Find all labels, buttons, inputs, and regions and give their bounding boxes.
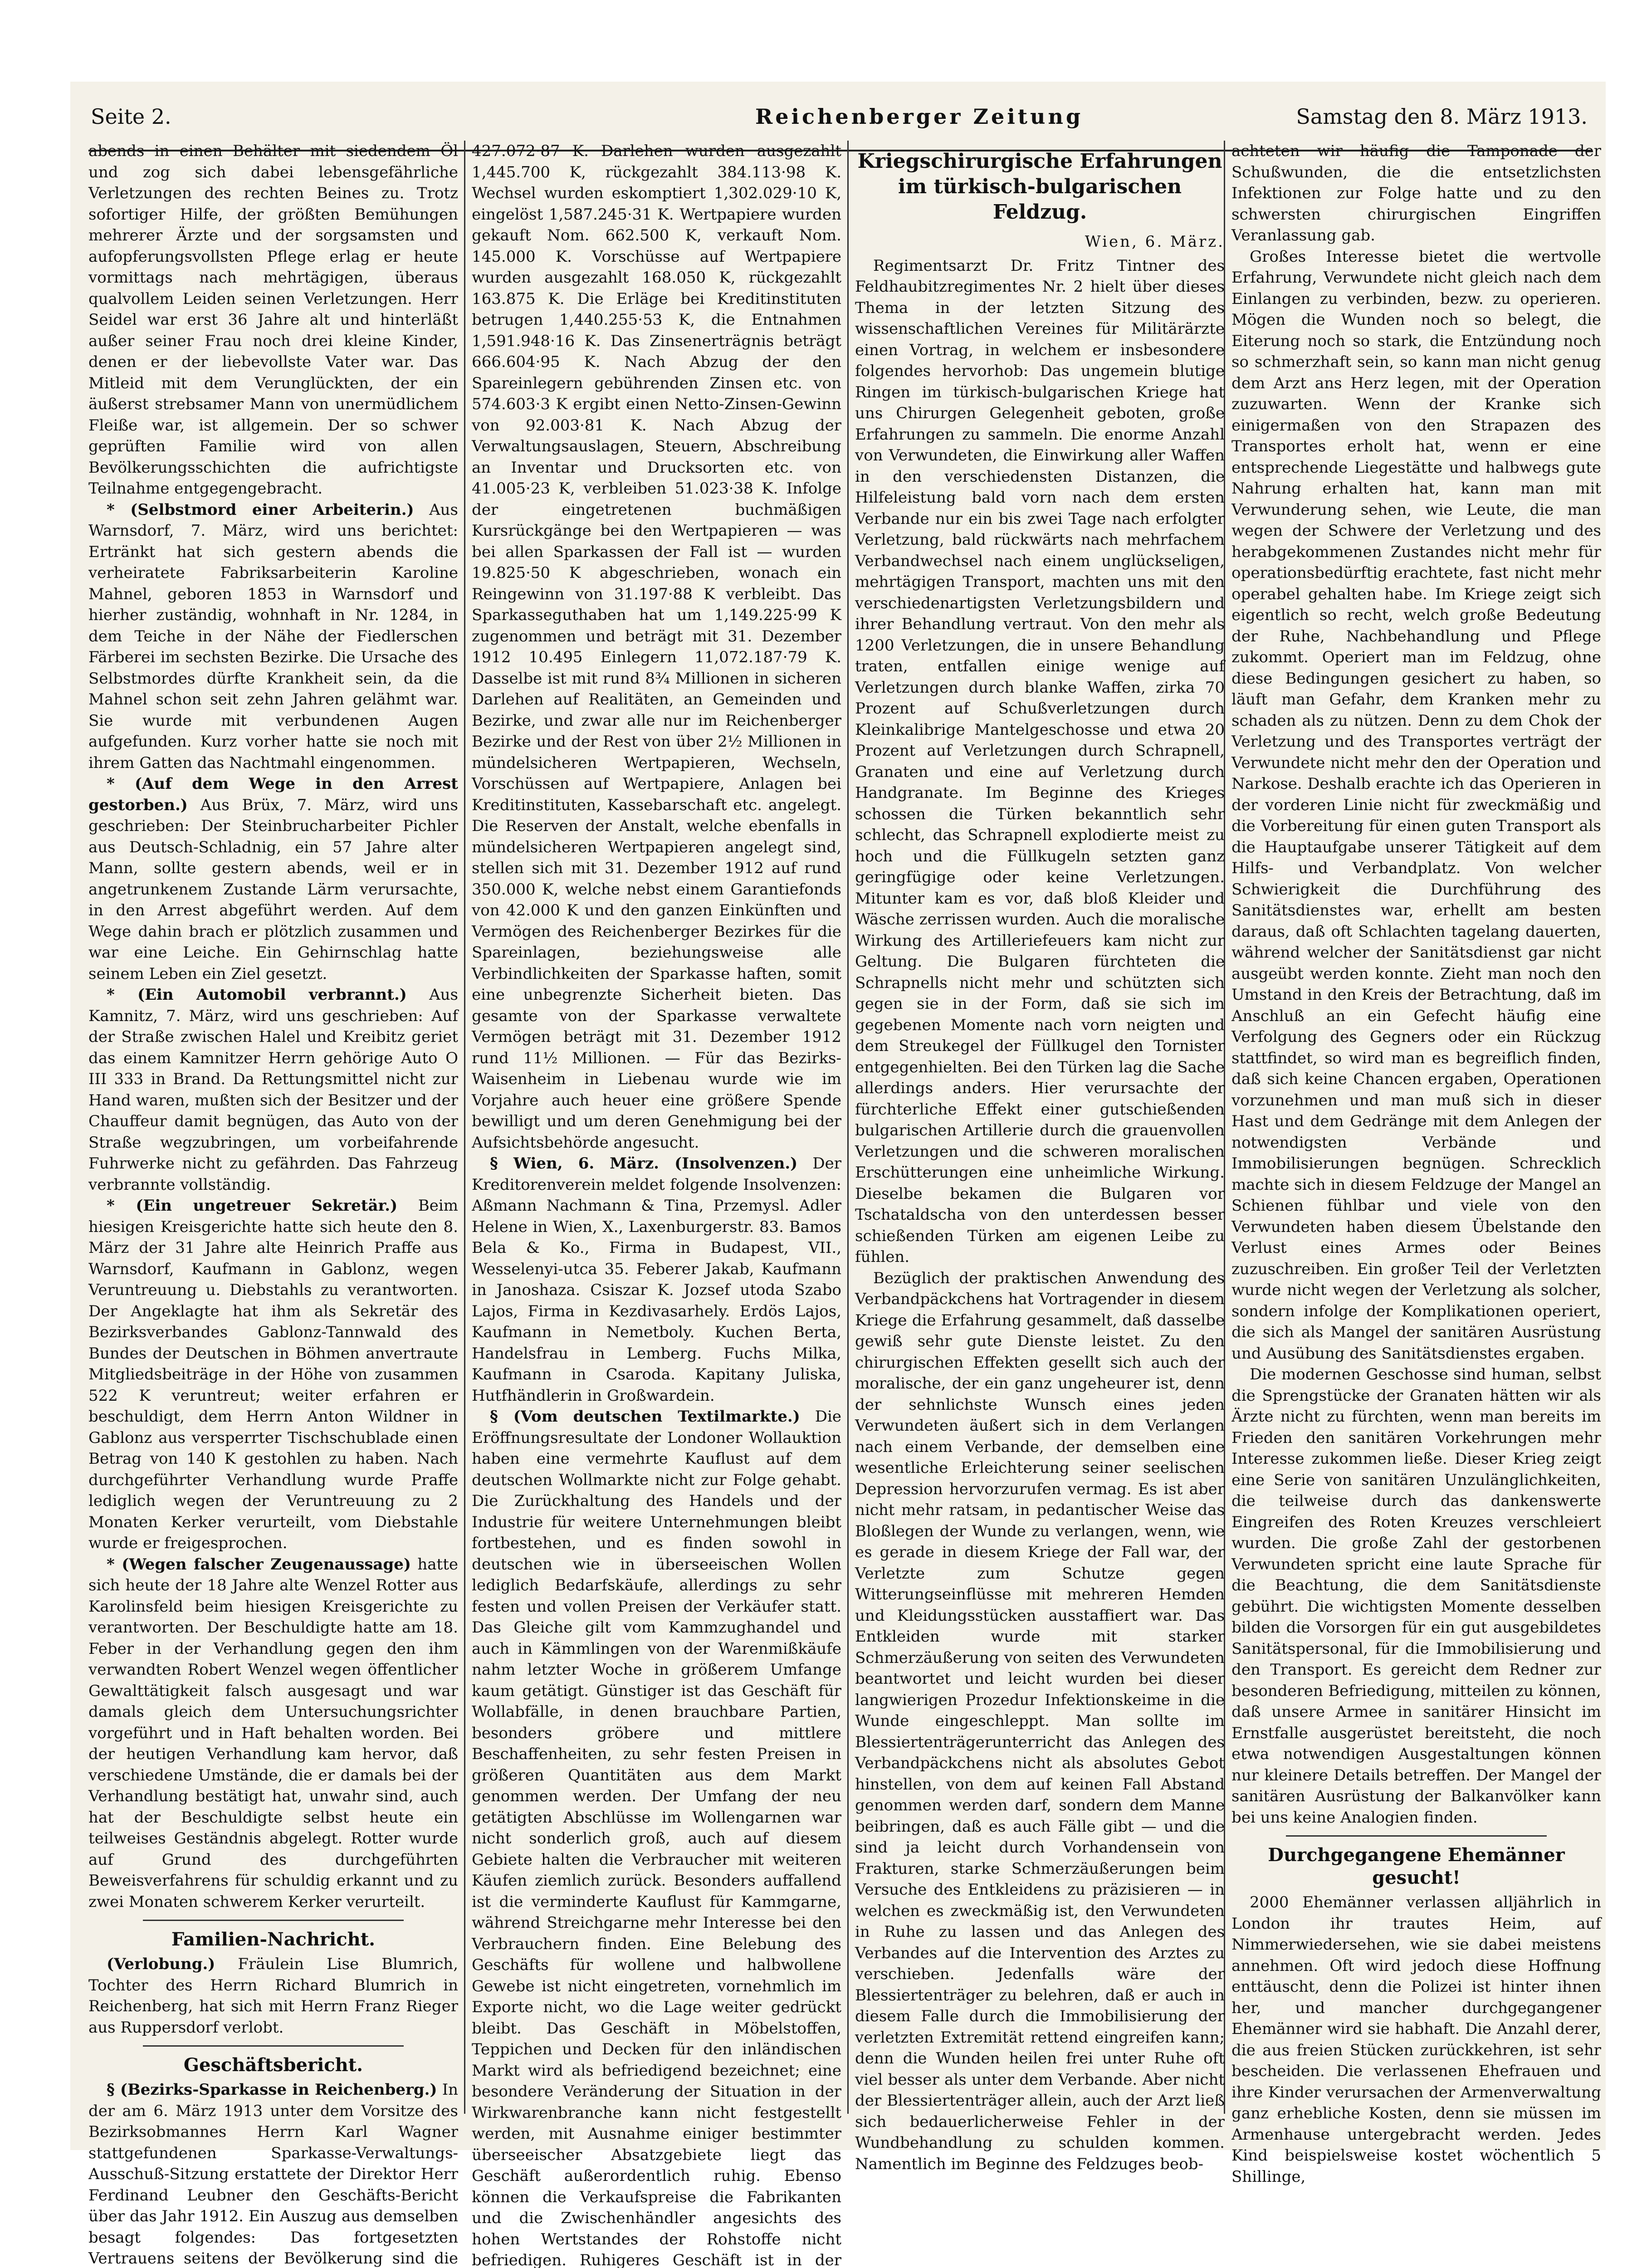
article-headline: Durchgegangene Ehemänner gesucht!	[1268, 1844, 1565, 1888]
article-paragraph: Bezüglich der praktischen Anwendung des Verbandpäckchens hat Vortragender in diesem Kriege die Erfahrung gesammelt, daß dasselbe gewiß sehr gute Dienste leistet. Zu den chirurgischen Effekten gesellt sich auch der moralische, der ein ganz ungeheurer ist, denn der sehnlichste Wunsch eines jeden Verwundeten äußert sich in dem Verlangen nach einem Verbande, der demselben eine wesentliche Erleichterung seiner seelischen Depression hervorzurufen vermag. Es ist aber nicht mehr ratsam, in pedantischer Weise das Bloßlegen der Wunde zu verlangen, wenn, wie es gerade in diesem Kriege der Fall war, der Verletzte zum Schutze gegen Witterungseinflüsse mit mehreren Hemden und Kleidungsstücken ausstaffiert war. Das Entkleiden wurde mit starker Schmerzäußerung von seiten des Verwundeten beantwortet und leicht wurden bei dieser langwierigen Prozedur Infektionskeime in die Wunde eingeschleppt. Man sollte im Blessiertenträgerunterricht das Anlegen des Verbandpäckchens nicht als absolutes Gebot hinstellen, von dem auf keinen Fall Abstand genommen werden darf, sondern dem Manne beibringen, daß es auch Fälle gibt — und die sind ja leicht durch Vorhandensein von Frakturen, starke Schmerzäußerungen beim Versuche des Entkleidens zu präzisieren — in welchen es zweckmäßig ist, den Verwundeten in Ruhe zu lassen und das Anlegen des Verbandes auf die Intervention des Arztes zu verschieben. Jedenfalls wäre der Blessiertenträger zu belehren, daß er auch in diesem Falle durch die Immobilisierung der verletzten Extremität rettend eingreifen kann; denn die Wunden heilen frei unter Ruhe oft viel besser als unter dem Verbande. Aber nicht der Blessiertenträger allein, auch der Arzt ließ sich bedauerlicherweise Fehler in der Wundbehandlung zu schulden kommen. Namentlich im Beginne des Feldzuges beob-	[855, 1269, 1225, 2173]
article-dateline: Wien, 6. März.	[1085, 233, 1225, 251]
news-item	[88, 1954, 458, 2038]
news-text: Die Eröffnungsresultate der Londoner Wollauktion haben eine vermehrte Kauflust auf dem deutschen Wollmarkte nicht zur Folge gehabt. Die Zurückhaltung des Handels und der Industrie für weitere Unternehmungen bleibt fortbestehen, und es finden sowohl in deutschen wie in überseeischen Wollen lediglich Bedarfskäufe, allerdings zu sehr festen und vollen Preisen der Verkäufer statt. Das Gleiche gilt vom Kammzughandel und auch in Kämmlingen von der Warenmißkäufe nahm letzter Woche in größerem Umfange kaum getätigt. Günstiger ist das Geschäft für Wollabfälle, in denen brauchbare Partien, besonders gröbere und mittlere Beschaffenheiten, zu sehr festen Preisen in größeren Quantitäten aus dem Markt genommen werden. Der Umfang der neu getätigten Abschlüsse im Wollengarnen war nicht sonderlich groß, auch auf diesem Gebiete halten die Verbraucher mit weiteren Käufen ziemlich zurück. Besonders auffallend ist die verminderte Kauflust für Kammgarne, während Streichgarne mehr Interesse bei den Verbrauchern finden. Eine Belebung des Geschäfts für wollene und halbwollene Gewebe ist nicht eingetreten, vornehmlich im Exporte nicht, wo die Lage weiter gedrückt bleibt. Das Geschäft in Möbelstoffen, Teppichen und Decken für den inländischen Markt wird als befriedigend bezeichnet; eine besondere Veränderung der Situation in der Wirkwarenbranche kann nicht festgestellt werden, mit Ausnahme einiger bestimmter überseeischer Absatzgebiete liegt das Geschäft außerordentlich ruhig. Ebenso können die Verkaufspreise die Fabrikanten und die Zwischenhändler angesichts des hohen Wertstandes der Rohstoffe nicht befriedigen. Ruhigeres Geschäft ist in der	[472, 1408, 841, 2268]
article-paragraph: achteten wir häufig die Tamponade der Schußwunden, die die entsetzlichsten Infektionen zur Folge hatte und zu den schwersten chirurgischen Eingriffen Veranlassung gab.	[1231, 142, 1601, 244]
news-item	[88, 1195, 458, 1554]
news-kicker: * (Selbstmord einer Arbeiterin.)	[107, 500, 414, 519]
news-text: Fräulein Lise Blumrich, Tochter des Herrn Richard Blumrich in Reichenberg, hat sich mit Herrn Franz Rieger aus Ruppersdorf verlobt.	[88, 1955, 458, 2037]
news-item	[88, 773, 458, 984]
section-rule	[1286, 1835, 1547, 1837]
column-divider	[847, 141, 849, 2114]
newspaper-page	[70, 82, 1606, 2268]
section-rule	[143, 2045, 404, 2047]
news-text: Der Kreditorenverein meldet folgende Insolvenzen: Aßmann Nachmann & Tina, Przemysl. Adler Helene in Wien, X., Laxenburgerstr. 83. Bamos Bela & Ko., Firma in Budapest, VII., Wesselenyi-utca 35. Feberer Jakab, Kaufmann in Janoshaza. Csiszar K. Jozsef utoda Szabo Lajos, Firma in Kezdivasarhely. Erdös Lajos, Kaufmann in Nemetboly. Kuchen Berta, Handelsfrau in Lemberg. Fuchs Milka, Kaufmann in Csaroda. Kapitany Juliska, Hutfhändlerin in Großwardein.	[472, 1154, 841, 1405]
news-kicker: § (Bezirks-Sparkasse in Reichenberg.)	[107, 2081, 437, 2099]
news-item	[88, 499, 458, 774]
newspaper-name: Reichenberger Zeitung	[755, 104, 1084, 129]
news-kicker: * (Wegen falscher Zeugenaussage)	[107, 1555, 411, 1574]
news-kicker: * (Ein ungetreuer Sekretär.)	[107, 1197, 398, 1215]
news-text: In der am 6. März 1913 unter dem Vorsitze des Bezirksobmannes Herrn Karl Wagner stattgefundenen Sparkasse-Verwaltungs-Ausschuß-Sitzung erstattete der Direktor Herr Ferdinand Leubner den Geschäfts-Bericht über das Jahr 1912. Ein Auszug aus demselben besagt folgendes: Das fortgesetzten Vertrauens seitens der Bevölkerung sind die	[88, 2081, 459, 2268]
news-text: Aus Brüx, 7. März, wird uns geschrieben: Der Steinbrucharbeiter Pichler aus Deutsch-Schladnig, ein 57 Jahre alter Mann, sollte gestern abends, weil er in angetrunkenem Zustande Lärm verursachte, in den Arrest abgeführt werden. Auf dem Wege dahin brach er plötzlich zusammen und war eine Leiche. Ein Gehirnschlag hatte seinem Leben ein Ziel gesetzt.	[88, 796, 458, 983]
news-text: Aus Warnsdorf, 7. März, wird uns berichtet: Ertränkt hat sich gestern abends die verheiratete Fabriksarbeiterin Karoline Mahnel, geboren 1853 in Warnsdorf und hierher zuständig, wohnhaft in Nr. 1284, in dem Teiche in der Nähe der Fiedlerschen Färberei im sechsten Bezirke. Die Ursache des Selbstmordes dürfte Krankheit sein, da die Mahnel schon seit zehn Jahren gelähmt war. Sie wurde mit verbundenen Augen aufgefunden. Kurz vorher hatte sie noch mit ihrem Gatten das Nachtmahl eingenommen.	[88, 500, 458, 772]
news-item	[472, 1406, 841, 2268]
article-headline: Kriegschirurgische Erfahrungen im türkisch-bulgarischen Feldzug.	[857, 150, 1222, 224]
issue-date: Samstag den 8. März 1913.	[1296, 104, 1588, 129]
news-kicker: (Verlobung.)	[107, 1955, 215, 1973]
masthead	[70, 100, 1606, 141]
section-rule	[143, 1920, 404, 1921]
article-paragraph: 427.072·87 K. Darlehen wurden ausgezahlt 1,445.700 K, rückgezahlt 384.113·98 K. Wechsel wurden eskomptiert 1,302.029·10 K, eingelöst 1,587.245·31 K. Wertpapiere wurden gekauft Nom. 662.500 K, verkauft Nom. 145.000 K. Vorschüsse auf Wertpapiere wurden ausgezahlt 168.050 K, rückgezahlt 163.875 K. Die Erläge bei Kreditinstituten betrugen 1,440.255·53 K, die Entnahmen 1,591.948·16 K. Das Zinsenerträgnis beträgt 666.604·95 K. Nach Abzug der den Spareinlegern gebührenden Zinsen etc. von 574.603·3 K ergibt einen Netto-Zinsen-Gewinn von 92.003·81 K. Nach Abzug der Verwaltungsauslagen, Steuern, Abschreibung an Inventar und Drucksorten etc. von 41.005·23 K, verbleiben 51.023·38 K. Infolge der eingetretenen buchmäßigen Kursrückgänge bei den Wertpapieren — was bei allen Sparkassen der Fall ist — wurden 19.825·50 K abgeschrieben, wonach ein Reingewinn von 31.197·88 K verbleibt. Das Sparkasseguthaben hat um 1,149.225·99 K zugenommen und beträgt mit 31. Dezember 1912 10.495 Einlegern 11,072.187·79 K. Dasselbe ist mit rund 8¾ Millionen in sicheren Darlehen auf Realitäten, an Gemeinden und Bezirke, und zwar alle nur im Reichenberger Bezirke und der Rest von über 2½ Millionen in mündelsicheren Wertpapieren, Wechseln, Vorschüssen auf Wertpapiere, Anlagen bei Kreditinstituten, Kassebarschaft etc. angelegt. Die Reserven der Anstalt, welche ebenfalls in mündelsicheren Wertpapieren angelegt sind, stellen sich mit 31. Dezember 1912 auf rund 350.000 K, welche nebst einem Garantiefonds von 42.000 K und den ganzen Einkünften und Vermögen des Reichenberger Bezirkes für die Spareinlagen, beziehungsweise alle Verbindlichkeiten der Sparkasse haften, somit eine unbegrenzte Sicherheit bieten. Das gesamte von der Sparkasse verwaltete Vermögen beträgt mit 31. Dezember 1912 rund 11½ Millionen. — Für das Bezirks-Waisenheim in Liebenau wurde wie im Vorjahre auch heuer eine größere Spende bewilligt und um deren Genehmigung bei der Aufsichtsbehörde angesucht.	[472, 142, 841, 1152]
news-text: Beim hiesigen Kreisgerichte hatte sich heute den 8. März der 31 Jahre alte Heinrich Praffe aus Warnsdorf, Kaufmann in Gablonz, wegen Veruntreuung u. Diebstahls zu verantworten. Der Angeklagte hat ihm als Sekretär des Bezirksverbandes Gablonz-Tannwald des Bundes der Deutschen in Böhmen anvertraute Mitgliedsbeiträge in der Höhe von zusammen 522 K veruntreut; weiter erfahren er beschuldigt, dem Herrn Anton Wildner in Gablonz aus versperrter Tischschublade einen Betrag von 140 K gestohlen zu haben. Nach durchgeführter Verhandlung wurde Praffe lediglich wegen der Veruntreuung zu 2 Monaten Kerker verurteilt, vom Diebstahle wurde er freigesprochen.	[88, 1197, 458, 1552]
news-item	[88, 1554, 458, 1913]
column-divider	[464, 141, 465, 2114]
news-item	[88, 2079, 458, 2268]
article-paragraph: 2000 Ehemänner verlassen alljährlich in London ihr trautes Heim, auf Nimmerwiedersehen, wie sie dabei meistens annehmen. Oft wird jedoch diese Hoffnung enttäuscht, denn die Polizei ist hinter ihnen her, und mancher durchgegangener Ehemänner wird sie habhaft. Die Anzahl derer, die aus freien Stücken zurückkehren, ist sehr bescheiden. Die verlassenen Ehefrauen und ihre Kinder verursachen der Armenverwaltung ganz erhebliche Kosten, denn sie müssen im Armenhause untergebracht werden. Jedes Kind beispielsweise kostet wöchentlich 5 Shillinge,	[1231, 1893, 1601, 2186]
article-paragraph: Großes Interesse bietet die wertvolle Erfahrung, Verwundete nicht gleich nach dem Einlangen zu verbinden, bezw. zu operieren. Mögen die Wunden noch so belegt, die Eiterung noch so stark, die Entzündung noch so schmerzhaft sein, so kann man nicht genug dem Arzt ans Herz legen, mit der Operation zuzuwarten. Wenn der Kranke sich einigermaßen von den Strapazen des Transportes erholt hat, wenn er eine entsprechende Liegestätte und halbwegs gute Nahrung erhalten hat, kann man mit Verwunderung sehen, wie Leute, die man wegen der Schwere der Verletzung und des herabgekommenen Zustandes nicht mehr für operationsbedürftig erachtete, fast nicht mehr operabel gehalten habe. Im Kriege zeigt sich eigentlich so recht, welch große Bedeutung der Ruhe, Nachbehandlung und Pflege zukommt. Operiert man im Feldzug, ohne diese Bedingungen gesichert zu haben, so läuft man Gefahr, dem Kranken mehr zu schaden als zu nützen. Denn zu dem Chok der Verletzung und des Transportes verträgt der Verwundete nicht mehr den der Operation und Narkose. Deshalb erachte ich das Operieren in der vorderen Linie nicht für zweckmäßig und die Vorbereitung für einen guten Transport als die Hauptaufgabe unserer Tätigkeit auf dem Hilfs- und Verbandplatz. Von welcher Schwierigkeit die Durchführung des Sanitätsdienstes war, erhellt am besten daraus, daß oft Schlachten tagelang dauerten, während welcher der Sanitätsdienst gar nicht ausgeübt werden konnte. Zieht man noch den Umstand in den Kreis der Betrachtung, daß im Anschluß an ein Gefecht häufig eine Verfolgung des Gegners oder ein Rückzug stattfindet, so wird man es begreiflich finden, daß sich keine Chancen ergaben, Operationen vorzunehmen und man muß sich in dieser Hast und dem Gedränge mit dem Anlegen der notwendigsten Verbände und Immobilisierungen begnügen. Schrecklich machte sich in diesem Feldzuge der Mangel an Schienen fühlbar und viele von den Verwundeten haben diesem Übelstande den Verlust eines Armes oder Beines zuzuschreiben. Ein großer Teil der Verletzten wurde nicht wegen der Verletzung als solcher, sondern infolge der Komplikationen operiert, die sich als Mangel der sanitären Ausrüstung und Ausübung des Sanitätsdienstes ergaben.	[1231, 247, 1601, 1363]
page-number: Seite 2.	[91, 104, 171, 129]
column-2	[472, 141, 841, 2268]
column-4	[1231, 141, 1601, 2186]
news-item	[472, 1153, 841, 1406]
column-3	[855, 141, 1225, 2173]
news-kicker: * (Ein Automobil verbrannt.)	[107, 986, 407, 1004]
news-kicker: § (Vom deutschen Textilmarkte.)	[490, 1408, 800, 1426]
news-kicker: § Wien, 6. März. (Insolvenzen.)	[490, 1154, 798, 1173]
column-1	[88, 141, 459, 2268]
article-paragraph: Die modernen Geschosse sind human, selbst die Sprengstücke der Granaten hätten wir als Ärzte nicht zu fürchten, wenn man bereits im Frieden den sanitären Vorkehrungen mehr Interesse zukommen ließe. Dieser Krieg zeigt eine Serie von sanitären Unzulänglichkeiten, die teilweise durch das dankenswerte Eingreifen des Roten Kreuzes verschleiert wurden. Die große Zahl der gestorbenen Verwundeten spricht eine laute Sprache für die Beachtung, die dem Sanitätsdienste gebührt. Die wichtigsten Momente desselben bilden die Vorsorgen für ein gut ausgebildetes Sanitätspersonal, für die Immobilisierung und den Transport. Es gereicht dem Redner zur besonderen Befriedigung, mitteilen zu können, daß unsere Armee in sanitärer Hinsicht im Ernstfalle ausgerüstet bereitsteht, die noch etwa notwendigen Ausgestaltungen können nur kleinere Details betreffen. Der Mangel der sanitären Ausrüstung der Balkanvölker kann bei uns keine Analogien finden.	[1231, 1365, 1601, 1827]
article-paragraph: Regimentsarzt Dr. Fritz Tintner des Feldhaubitzregimentes Nr. 2 hielt über dieses Thema in der letzten Sitzung des wissenschaftlichen Vereines für Militärärzte einen Vortrag, in welchem er insbesondere folgendes hervorhob: Das ungemein blutige Ringen im türkisch-bulgarischen Kriege hat uns Chirurgen Gelegenheit geboten, große Erfahrungen zu sammeln. Die enorme Anzahl von Verwundeten, die Einwirkung aller Waffen in den verschiedensten Distanzen, die Hilfeleistung bald vorn nach dem ersten Verbande nur ein bis zwei Tage nach erfolgter Verletzung, bald rückwärts nach mehrfachem Verbandwechsel nach einem unglückseligen, mehrtägigen Transport, machten uns mit den verschiedenartigsten Verletzungsbildern und ihrer Behandlung vertraut. Von den mehr als 1200 Verletzungen, die in unsere Behandlung traten, entfallen einige wenige auf Verletzungen durch blanke Waffen, zirka 70 Prozent auf Schußverletzungen durch Kleinkalibrige Mantelgeschosse und etwa 20 Prozent auf Verletzungen durch Schrapnell, Granaten und eine auf Verletzung durch Handgranate. Im Beginne des Krieges schossen die Türken bekanntlich sehr schlecht, das Schrapnell explodierte meist zu hoch und die Füllkugeln setzten ganz geringfügige oder keine Verletzungen. Mitunter kam es vor, daß bloß Kleider und Wäsche zerrissen wurden. Auch die moralische Wirkung des Artilleriefeuers kam nicht zur Geltung. Die Bulgaren fürchteten die Schrapnells nicht mehr und schützten sich gegen sie in der Form, daß sie sich im gegebenen Momente nach vorn neigten und dem Streukegel der Füllkugel den Tornister entgegenhielten. Bei den Türken lag die Sache allerdings anders. Hier verursachte der fürchterliche Effekt einer gutschießenden bulgarischen Artillerie durch die grauenvollen Verletzungen und die schweren moralischen Erschütterungen eine unheimliche Wirkung. Dieselbe bekamen die Bulgaren vor Tschataldscha von den unterdessen besser schießenden Türken am eigenen Leibe zu fühlen.	[855, 256, 1225, 1266]
news-item	[88, 984, 458, 1195]
section-heading: Familien-Nachricht.	[171, 1929, 376, 1950]
news-text: hatte sich heute der 18 Jahre alte Wenzel Rotter aus Karolinsfeld beim hiesigen Kreisgerichte zu verantworten. Der Beschuldigte hatte am 18. Feber in der Verhandlung gegen den ihm verwandten Robert Wenzel wegen öffentlicher Gewalttätigkeit falsch ausgesagt und war damals gleich dem Untersuchungsrichter vorgeführt und in Haft behalten worden. Bei der heutigen Verhandlung kam hervor, daß verschiedene Umstände, die er damals bei der Verhandlung bestätigt hat, unwahr sind, auch hat der Beschuldigte selbst heute ein teilweises Geständnis abgelegt. Rotter wurde auf Grund des durchgeführten Beweisverfahrens für schuldig erkannt und zu zwei Monaten schwerem Kerker verurteilt.	[88, 1555, 459, 1911]
news-kicker: * (Auf dem Wege in den Arrest gestorben.)	[88, 775, 458, 814]
article-paragraph: abends in einen Behälter mit siedendem Öl und zog sich dabei lebensgefährliche Verletzungen des rechten Beines zu. Trotz sofortiger Hilfe, der größten Bemühungen mehrerer Ärzte und der sorgsamsten und aufopferungsvollsten Pflege erlag er heute vormittags nach mehrtägigen, überaus qualvollem Leiden seinen Verletzungen. Herr Seidel war erst 36 Jahre alt und hinterläßt außer seiner Frau noch drei kleine Kinder, denen er der liebevollste Vater war. Das Mitleid mit dem Verunglückten, der ein äußerst strebsamer Mann von unermüdlichem Fleiße war, ist allgemein. Der so schwer geprüften Familie wird von allen Bevölkerungsschichten die aufrichtigste Teilnahme entgegengebracht.	[88, 142, 458, 498]
news-text: Aus Kamnitz, 7. März, wird uns geschrieben: Auf der Straße zwischen Halel und Kreibitz geriet das einem Kamnitzer Herrn gehörige Auto O III 333 in Brand. Da Rettungsmittel nicht zur Hand waren, mußten sich der Besitzer und der Chauffeur damit begnügen, das Auto von der Straße wegzubringen, um vorbeifahrende Fuhrwerke nicht zu gefährden. Das Fahrzeug verbrannte vollständig.	[88, 986, 458, 1194]
section-heading: Geschäftsbericht.	[183, 2054, 363, 2076]
